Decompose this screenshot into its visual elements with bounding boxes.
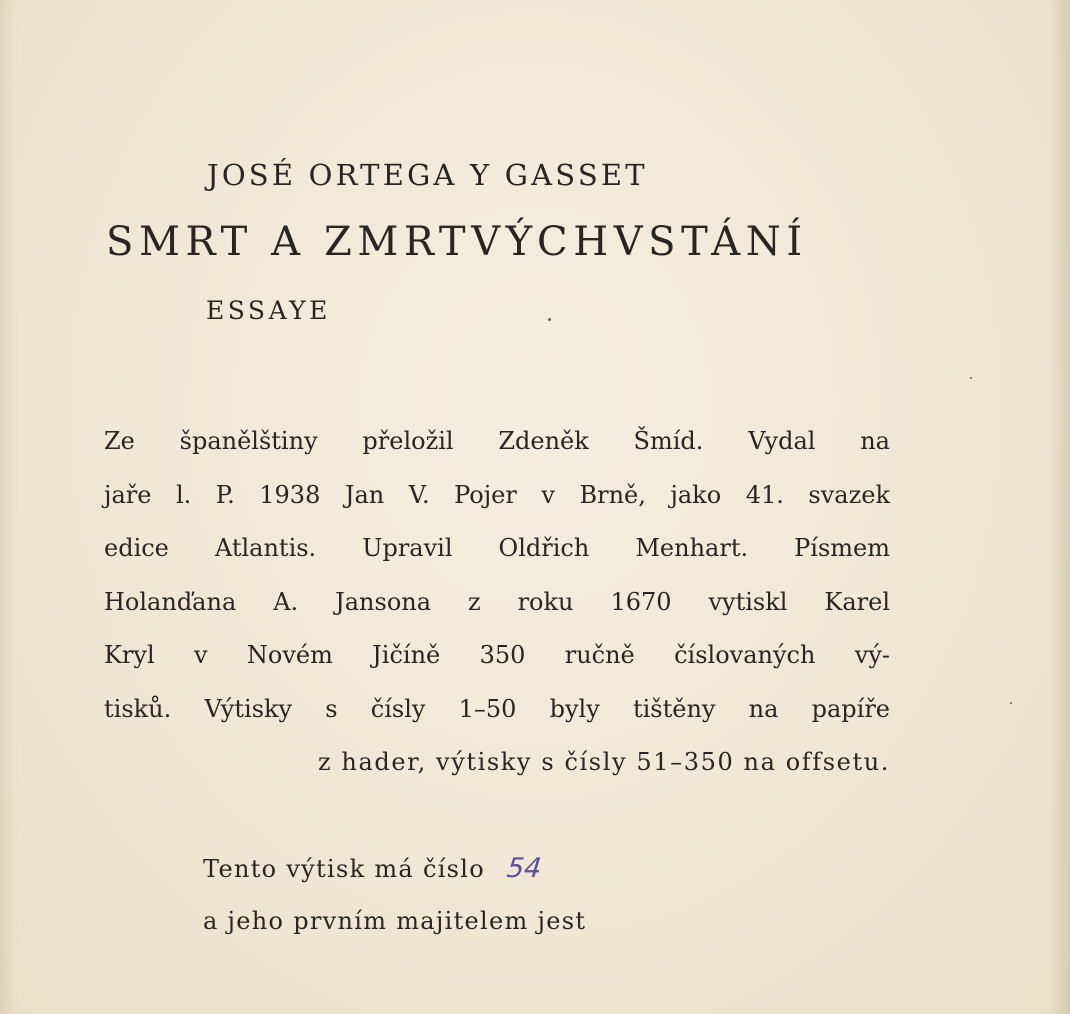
paper-speck (548, 318, 551, 321)
colophon-line: Ze španělštiny přeložil Zdeněk Šmíd. Vydal na (104, 427, 890, 455)
ownership-block (203, 842, 586, 948)
author-name: JOSÉ ORTEGA Y GASSET (207, 158, 648, 192)
colophon-line: Kryl v Novém Jičíně 350 ručně číslovaných vý- (104, 641, 890, 669)
copy-number-line (203, 842, 586, 895)
colophon-line-last: z hader, výtisky s čísly 51–350 na offsetu. (317, 748, 890, 776)
handwritten-copy-number: 54 (505, 853, 544, 884)
colophon-line: jaře l. P. 1938 Jan V. Pojer v Brně, jako 41. svazek (104, 480, 890, 509)
colophon-line: tisků. Výtisky s čísly 1–50 byly tištěny na papíře (104, 694, 890, 723)
book-subtitle: ESSAYE (206, 296, 331, 325)
book-title: SMRT A ZMRTVÝCHVSTÁNÍ (106, 219, 808, 265)
colophon-line: edice Atlantis. Upravil Oldřich Menhart. Písmem (104, 534, 890, 562)
owner-line: a jeho prvním majitelem jest (203, 907, 587, 935)
paper-speck (970, 377, 972, 379)
copy-number-label: Tento výtisk má číslo (203, 855, 486, 883)
colophon-line: Holanďana A. Jansona z roku 1670 vytiskl Karel (104, 587, 890, 616)
paper-speck (1010, 702, 1012, 704)
colophon (104, 415, 890, 790)
